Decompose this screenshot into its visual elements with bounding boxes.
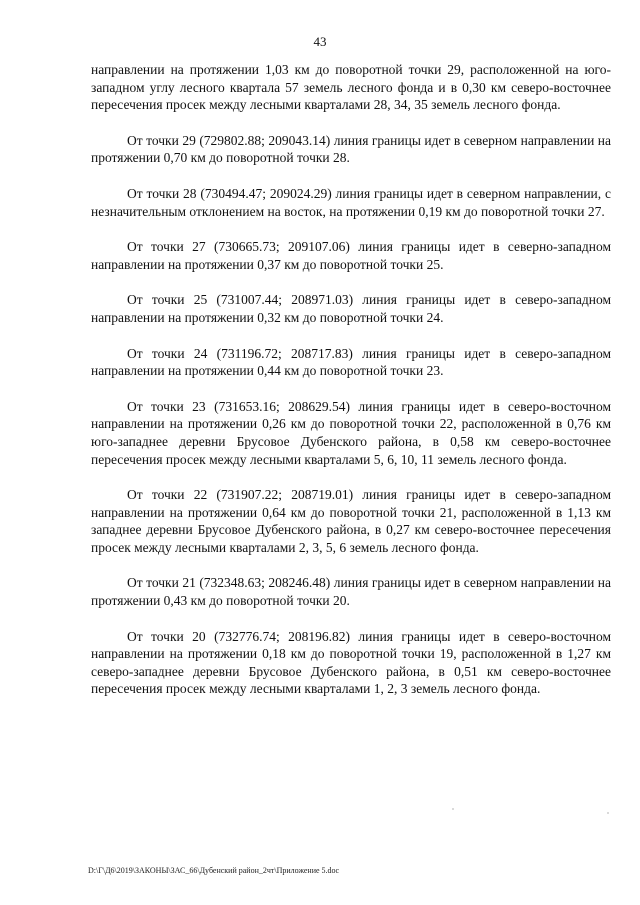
page-number: 43 bbox=[313, 34, 327, 49]
paragraph: От точки 21 (732348.63; 208246.48) линия границы идет в северном направлении на протяжении 0,43 км до поворотной точки 20. bbox=[91, 575, 611, 609]
scan-speck bbox=[607, 812, 609, 814]
paragraph: От точки 22 (731907.22; 208719.01) линия границы идет в северо-западном направлении на протяжении 0,64 км до поворотной точки 21, расположенной в 1,13 км западнее деревни Брусовое Дубенского района, в 0,27 км северо-восточнее пересечения просек между лесными кварталами 2, 3, 5, 6 земель лесного фонда. bbox=[91, 487, 611, 555]
paragraph: От точки 25 (731007.44; 208971.03) линия границы идет в северо-западном направлении на протяжении 0,32 км до поворотной точки 24. bbox=[91, 292, 611, 325]
paragraph: От точки 29 (729802.88; 209043.14) линия границы идет в северном направлении на протяжении 0,70 км до поворотной точки 28. bbox=[91, 132, 611, 166]
paragraph: От точки 20 (732776.74; 208196.82) линия границы идет в северо-восточном направлении на протяжении 0,18 км до поворотной точки 19, расположенной в 1,27 км северо-западнее деревни Брусовое Дубенского района, в 0,51 км северо-восточнее пересечения просек между лесными кварталами 1, 2, 3 земель лесного фонда. bbox=[91, 628, 611, 697]
scan-speck bbox=[452, 808, 454, 810]
paragraph: От точки 27 (730665.73; 209107.06) линия границы идет в северно-западном направлении на протяжении 0,37 км до поворотной точки 25. bbox=[91, 239, 611, 272]
document-body bbox=[91, 61, 611, 716]
paragraph: От точки 28 (730494.47; 209024.29) линия границы идет в северном направлении, с незначительным отклонением на восток, на протяжении 0,19 км до поворотной точки 27. bbox=[91, 185, 611, 219]
paragraph: направлении на протяжении 1,03 км до поворотной точки 29, расположенной на юго-западном углу лесного квартала 57 земель лесного фонда и в 0,30 км северо-восточнее пересечения просек между лесными кварталами 28, 34, 35 земель лесного фонда. bbox=[91, 62, 611, 113]
paragraph: От точки 23 (731653.16; 208629.54) линия границы идет в северо-восточном направлении на протяжении 0,26 км до поворотной точки 22, расположенной в 0,76 км юго-западнее деревни Брусовое Дубенского района, в 0,58 км северо-восточнее пересечения просек между лесными кварталами 5, 6, 10, 11 земель лесного фонда. bbox=[91, 398, 611, 467]
paragraph: От точки 24 (731196.72; 208717.83) линия границы идет в северо-западном направлении на протяжении 0,44 км до поворотной точки 23. bbox=[91, 345, 611, 379]
footer-file-path: D:\Г\Д6\2019\ЗАКОНЫ\ЗАС_66\Дубенский район_2чт\Приложение 5.doc bbox=[88, 866, 340, 875]
